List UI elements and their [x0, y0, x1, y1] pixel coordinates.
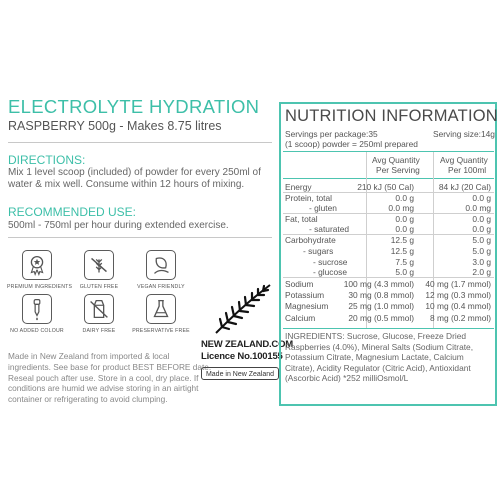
nutrient-per-100ml: 5.0 g	[472, 246, 491, 256]
nutrient-per-serving: 30 mg (0.8 mmol)	[348, 290, 414, 300]
star-badge-icon	[22, 250, 52, 280]
nutrient-name: Sodium	[285, 279, 314, 289]
nutrient-per-serving: 7.5 g	[395, 257, 414, 267]
nutrition-row	[283, 301, 494, 312]
dropper-icon	[22, 294, 52, 324]
nutrient-name: Magnesium	[285, 301, 329, 311]
nutrient-per-serving: 0.0 mg	[388, 203, 414, 213]
nutrient-name: Fat, total	[285, 214, 318, 224]
beaker-icon	[146, 294, 176, 324]
nutrient-per-100ml: 3.0 g	[472, 257, 491, 267]
col-100-subheader: Per 100ml	[448, 165, 487, 175]
nutrient-per-100ml: 2.0 g	[472, 267, 491, 277]
ingredients-text: INGREDIENTS: Sucrose, Glucose, Freeze Dried Raspberries (4.0%), Mineral Salts (Sodium Citrate, Potassium Citrate, Magnesium Lactate, Calcium Citrate), Acidity Regulator (Citric Acid), Antioxidant (Ascorbic Acid) *252 milliOsmol/L	[285, 331, 474, 384]
directions-text: Mix 1 level scoop (included) of powder for every 250ml of water & mix well. Consume within 12 hours of mixing.	[8, 167, 261, 190]
nutrient-per-100ml: 0.0 g	[472, 214, 491, 224]
nutrition-title: NUTRITION INFORMATION	[285, 107, 498, 125]
nutrient-per-100ml: 12 mg (0.3 mmol)	[425, 290, 491, 300]
nutrient-per-serving: 25 mg (1.0 mmol)	[348, 301, 414, 311]
brand-name: NEW ZEALAND.COM	[201, 339, 293, 350]
product-subtitle: RASPBERRY 500g - Makes 8.75 litres	[8, 119, 222, 133]
nutrition-row	[283, 246, 494, 257]
leaf-hand-icon	[146, 250, 176, 280]
licence-number: Licence No.100155	[201, 351, 283, 362]
nutrient-name: Energy	[285, 182, 312, 192]
scoop-note: (1 scoop) powder = 250ml prepared	[285, 139, 418, 149]
nutrient-per-serving: 0.0 g	[395, 193, 414, 203]
nutrient-per-100ml: 40 mg (1.7 mmol)	[425, 279, 491, 289]
col-serving-subheader: Per Serving	[376, 165, 420, 175]
nutrition-row	[283, 279, 494, 290]
nutrient-name: Carbohydrate	[285, 235, 336, 245]
nutrient-name: - sugars	[303, 246, 334, 256]
nutrient-per-serving: 12.5 g	[390, 235, 414, 245]
nutrient-per-100ml: 0.0 g	[472, 193, 491, 203]
nutrient-per-serving: 0.0 g	[395, 214, 414, 224]
nutrient-per-serving: 0.0 g	[395, 224, 414, 234]
nutrient-per-serving: 5.0 g	[395, 267, 414, 277]
nutrient-name: - saturated	[309, 224, 350, 234]
divider	[8, 237, 272, 238]
nutrient-per-serving: 20 mg (0.5 mmol)	[348, 313, 414, 323]
milk-carton-icon	[84, 294, 114, 324]
nutrient-per-100ml: 5.0 g	[472, 235, 491, 245]
badge-label: VEGAN FRIENDLY	[137, 284, 185, 290]
nutrient-per-100ml: 8 mg (0.2 mmol)	[430, 313, 491, 323]
nutrient-name: Calcium	[285, 313, 316, 323]
wheat-crossed-icon	[84, 250, 114, 280]
divider	[8, 142, 272, 143]
divider	[283, 151, 494, 152]
nutrition-row	[283, 235, 494, 246]
recommended-heading: RECOMMENDED USE:	[8, 205, 137, 219]
nutrition-row	[283, 313, 494, 324]
badge-label: DAIRY FREE	[82, 328, 116, 334]
nutrient-per-100ml: 10 mg (0.4 mmol)	[425, 301, 491, 311]
made-in-nz-badge: Made in New Zealand	[201, 367, 279, 380]
nutrition-row	[283, 290, 494, 301]
nutrient-name: - glucose	[313, 267, 347, 277]
serving-size: Serving size:14g	[433, 129, 495, 139]
nutrient-per-serving: 12.5 g	[390, 246, 414, 256]
nutrient-name: Protein, total	[285, 193, 333, 203]
nutrient-per-100ml: 84 kJ (20 Cal)	[438, 182, 491, 192]
nutrient-per-serving: 100 mg (4.3 mmol)	[343, 279, 414, 289]
badge-label: PRESERVATIVE FREE	[132, 328, 190, 334]
nutrient-per-serving: 210 kJ (50 Cal)	[357, 182, 414, 192]
nutrient-name: - gluten	[309, 203, 337, 213]
nutrient-name: - sucrose	[313, 257, 348, 267]
nutrient-name: Potassium	[285, 290, 325, 300]
badge-label: PREMIUM INGREDIENTS	[7, 284, 73, 290]
col-serving-header: Avg Quantity	[372, 155, 420, 165]
divider	[283, 178, 494, 179]
storage-footnote: Made in New Zealand from imported & local ingredients. See base for product BEST BEFORE date. Reseal pouch after use. Store in a cool, dry place. If conditions are humid we advise storing in an airtight container or refrigerating to avoid clumping.	[8, 351, 212, 405]
badge-label: NO ADDED COLOUR	[10, 328, 64, 334]
directions-heading: DIRECTIONS:	[8, 153, 86, 167]
nutrient-per-100ml: 0.0 g	[472, 224, 491, 234]
nutrient-per-100ml: 0.0 mg	[465, 203, 491, 213]
product-title: ELECTROLYTE HYDRATION	[8, 96, 260, 117]
badge-label: GLUTEN FREE	[79, 284, 119, 290]
recommended-text: 500ml - 750ml per hour during extended exercise.	[8, 220, 229, 231]
divider	[283, 328, 494, 329]
servings-per-package: Servings per package:35	[285, 129, 378, 139]
row-divider	[283, 277, 494, 278]
col-100-header: Avg Quantity	[440, 155, 488, 165]
silver-fern-logo-icon	[212, 283, 272, 335]
